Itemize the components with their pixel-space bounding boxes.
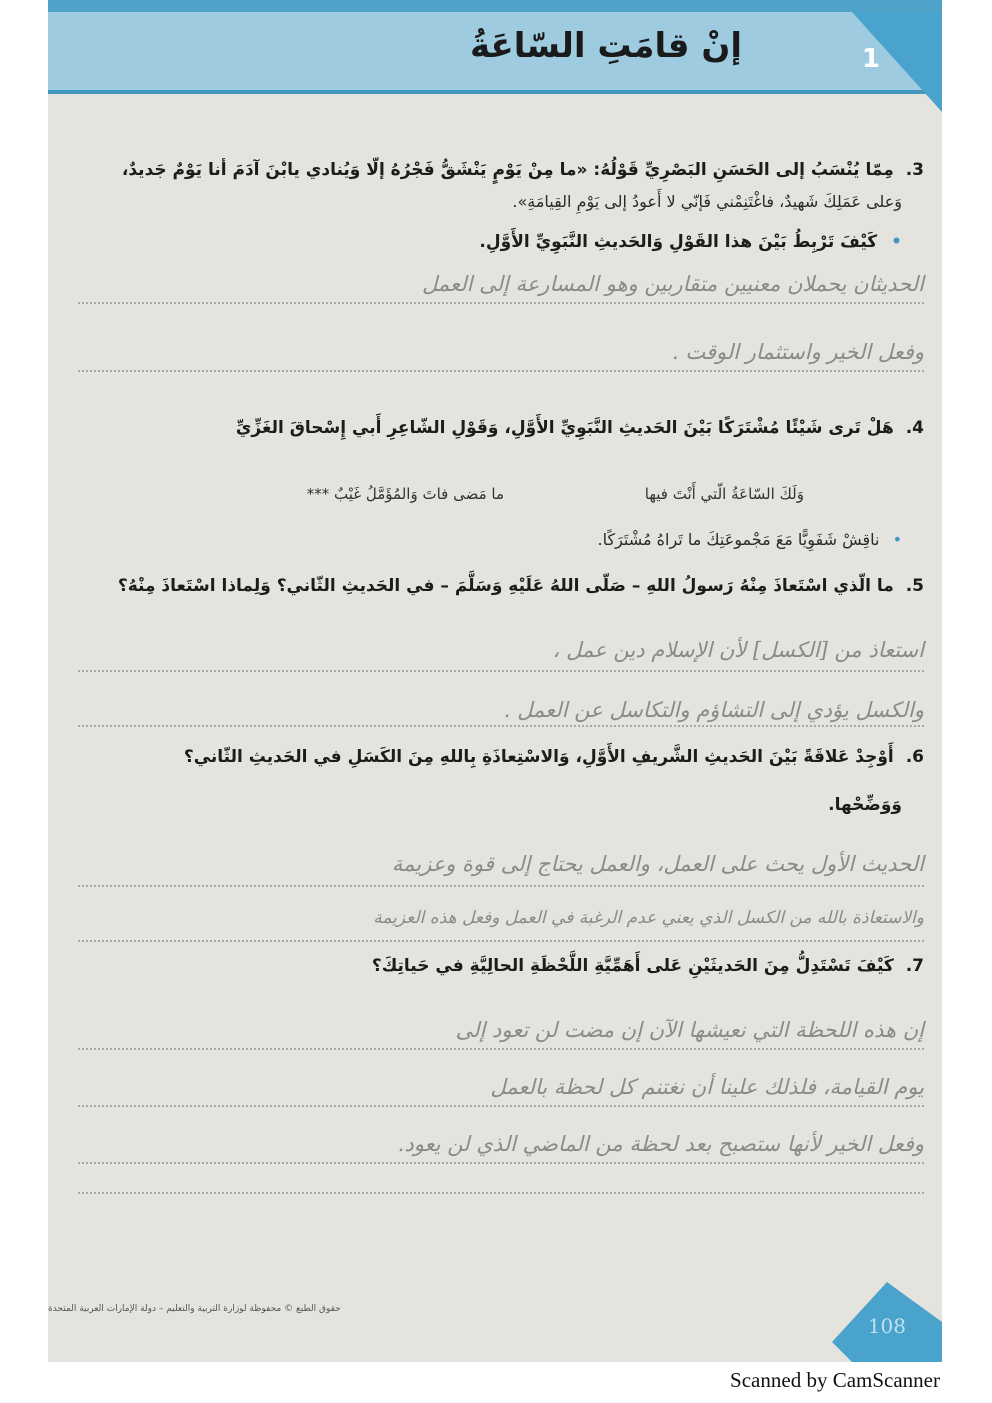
question-number: 7.: [905, 956, 924, 976]
question-4: [78, 418, 924, 438]
answer-line: [78, 670, 924, 672]
question-text: كَيْفَ تَسْتَدِلُّ مِنَ الحَديثَيْنِ عَلى أَهَمِّيَّةِ اللَّحْظَةِ الحالِيَّةِ في حَياتِكَ؟: [371, 956, 894, 976]
handwritten-answer: والاستعاذة بالله من الكسل الذي يعني عدم الرغبة في العمل وفعل هذه العزيمة: [373, 908, 924, 928]
question-4-sub: [78, 530, 902, 549]
sub-question-text: ناقِشْ شَفَوِيًّا مَعَ مَجْموعَتِكَ ما تَراهُ مُشْتَرَكًا.: [597, 530, 880, 549]
question-text: هَلْ تَرى شَيْئًا مُشْتَرَكًا بَيْنَ الحَديثِ النَّبَوِيِّ الأَوَّلِ، وَقَوْلِ الشّاعِرِ أَبي إِسْحاقَ الغَزِّيِّ: [235, 418, 894, 438]
question-text: أَوْجِدْ عَلاقَةً بَيْنَ الحَديثِ الشَّريفِ الأَوَّلِ، وَالاسْتِعاذَةِ بِاللهِ مِنَ الكَسَلِ في الحَديثِ الثّاني؟: [183, 747, 894, 767]
question-number: 6.: [905, 747, 924, 767]
question-text: مِمّا يُنْسَبُ إلى الحَسَنِ البَصْرِيِّ قَوْلُهُ: «ما مِنْ يَوْمٍ يَنْشَقُّ فَجْرُهُ إلّا وَيُنادي يابْنَ آدَمَ أنا يَوْمٌ جَديدٌ،: [121, 160, 894, 180]
answer-line: [78, 1048, 924, 1050]
question-5: [78, 576, 924, 596]
question-3: [78, 160, 924, 180]
poem-verse-left: وَلَكَ السّاعَةُ الّتي أَنْتَ فيها: [644, 485, 804, 503]
workbook-page: [48, 0, 942, 1362]
top-color-strip: [48, 0, 942, 12]
bullet-icon: •: [891, 232, 902, 252]
handwritten-answer: وفعل الخير لأنها ستصبح بعد لحظة من الماضي الذي لن يعود.: [397, 1132, 924, 1156]
copyright-footer: حقوق الطبع © محفوظة لوزارة التربية والتعليم – دولة الإمارات العربية المتحدة: [48, 1304, 341, 1314]
answer-line: [78, 302, 924, 304]
question-6: [78, 747, 924, 767]
chapter-header: [48, 12, 942, 94]
scanner-watermark: Scanned by CamScanner: [730, 1368, 940, 1392]
answer-line: [78, 1162, 924, 1164]
answer-line: [78, 1105, 924, 1107]
chapter-title: إنْ قامَتِ السّاعَةُ: [469, 26, 742, 66]
question-6-line2: وَوَضِّحْها.: [828, 795, 902, 815]
handwritten-answer: الحديثان يحملان معنيين متقاربين وهو المسارعة إلى العمل: [422, 272, 924, 296]
question-number: 5.: [905, 576, 924, 596]
answer-line: [78, 370, 924, 372]
handwritten-answer: يوم القيامة، فلذلك علينا أن نغتنم كل لحظة بالعمل: [490, 1075, 924, 1099]
question-3-line2: وَعلى عَمَلِكَ شَهيدٌ، فاغْتَنِمْني فَإنّي لا أَعودُ إلى يَوْمِ القِيامَةِ».: [512, 192, 902, 211]
handwritten-answer: الحديث الأول يحث على العمل، والعمل يحتاج إلى قوة وعزيمة: [391, 852, 924, 876]
handwritten-answer: والكسل يؤدي إلى التشاؤم والتكاسل عن العمل .: [503, 698, 924, 722]
question-text: ما الّذي اسْتَعاذَ مِنْهُ رَسولُ اللهِ – صَلّى اللهُ عَلَيْهِ وَسَلَّمَ – في الحَديثِ الثّاني؟ وَلِماذا اسْتَعاذَ مِنْهُ؟: [117, 576, 894, 596]
answer-line: [78, 1192, 924, 1194]
poem-verse-right: ما مَضى فاتَ وَالمُؤَمَّلُ غَيْبٌ ***: [306, 485, 504, 503]
page-number: 108: [867, 1314, 906, 1338]
question-number: 3.: [905, 160, 924, 180]
handwritten-answer: استعاذ من [الكسل] لأن الإسلام دين عمل ،: [552, 638, 924, 662]
bullet-icon: •: [892, 530, 902, 549]
answer-line: [78, 725, 924, 727]
answer-line: [78, 940, 924, 942]
question-number: 4.: [905, 418, 924, 438]
question-3-sub: [78, 232, 902, 252]
handwritten-answer: وفعل الخير واستثمار الوقت .: [672, 340, 924, 364]
sub-question-text: كَيْفَ تَرْبِطُ بَيْنَ هذا القَوْلِ وَالحَديثِ النَّبَوِيِّ الأَوَّلِ.: [479, 232, 878, 252]
answer-line: [78, 885, 924, 887]
chapter-number: 1: [861, 44, 880, 74]
handwritten-answer: إن هذه اللحظة التي نعيشها الآن إن مضت لن تعود إلى: [455, 1018, 924, 1042]
question-7: [78, 956, 924, 976]
